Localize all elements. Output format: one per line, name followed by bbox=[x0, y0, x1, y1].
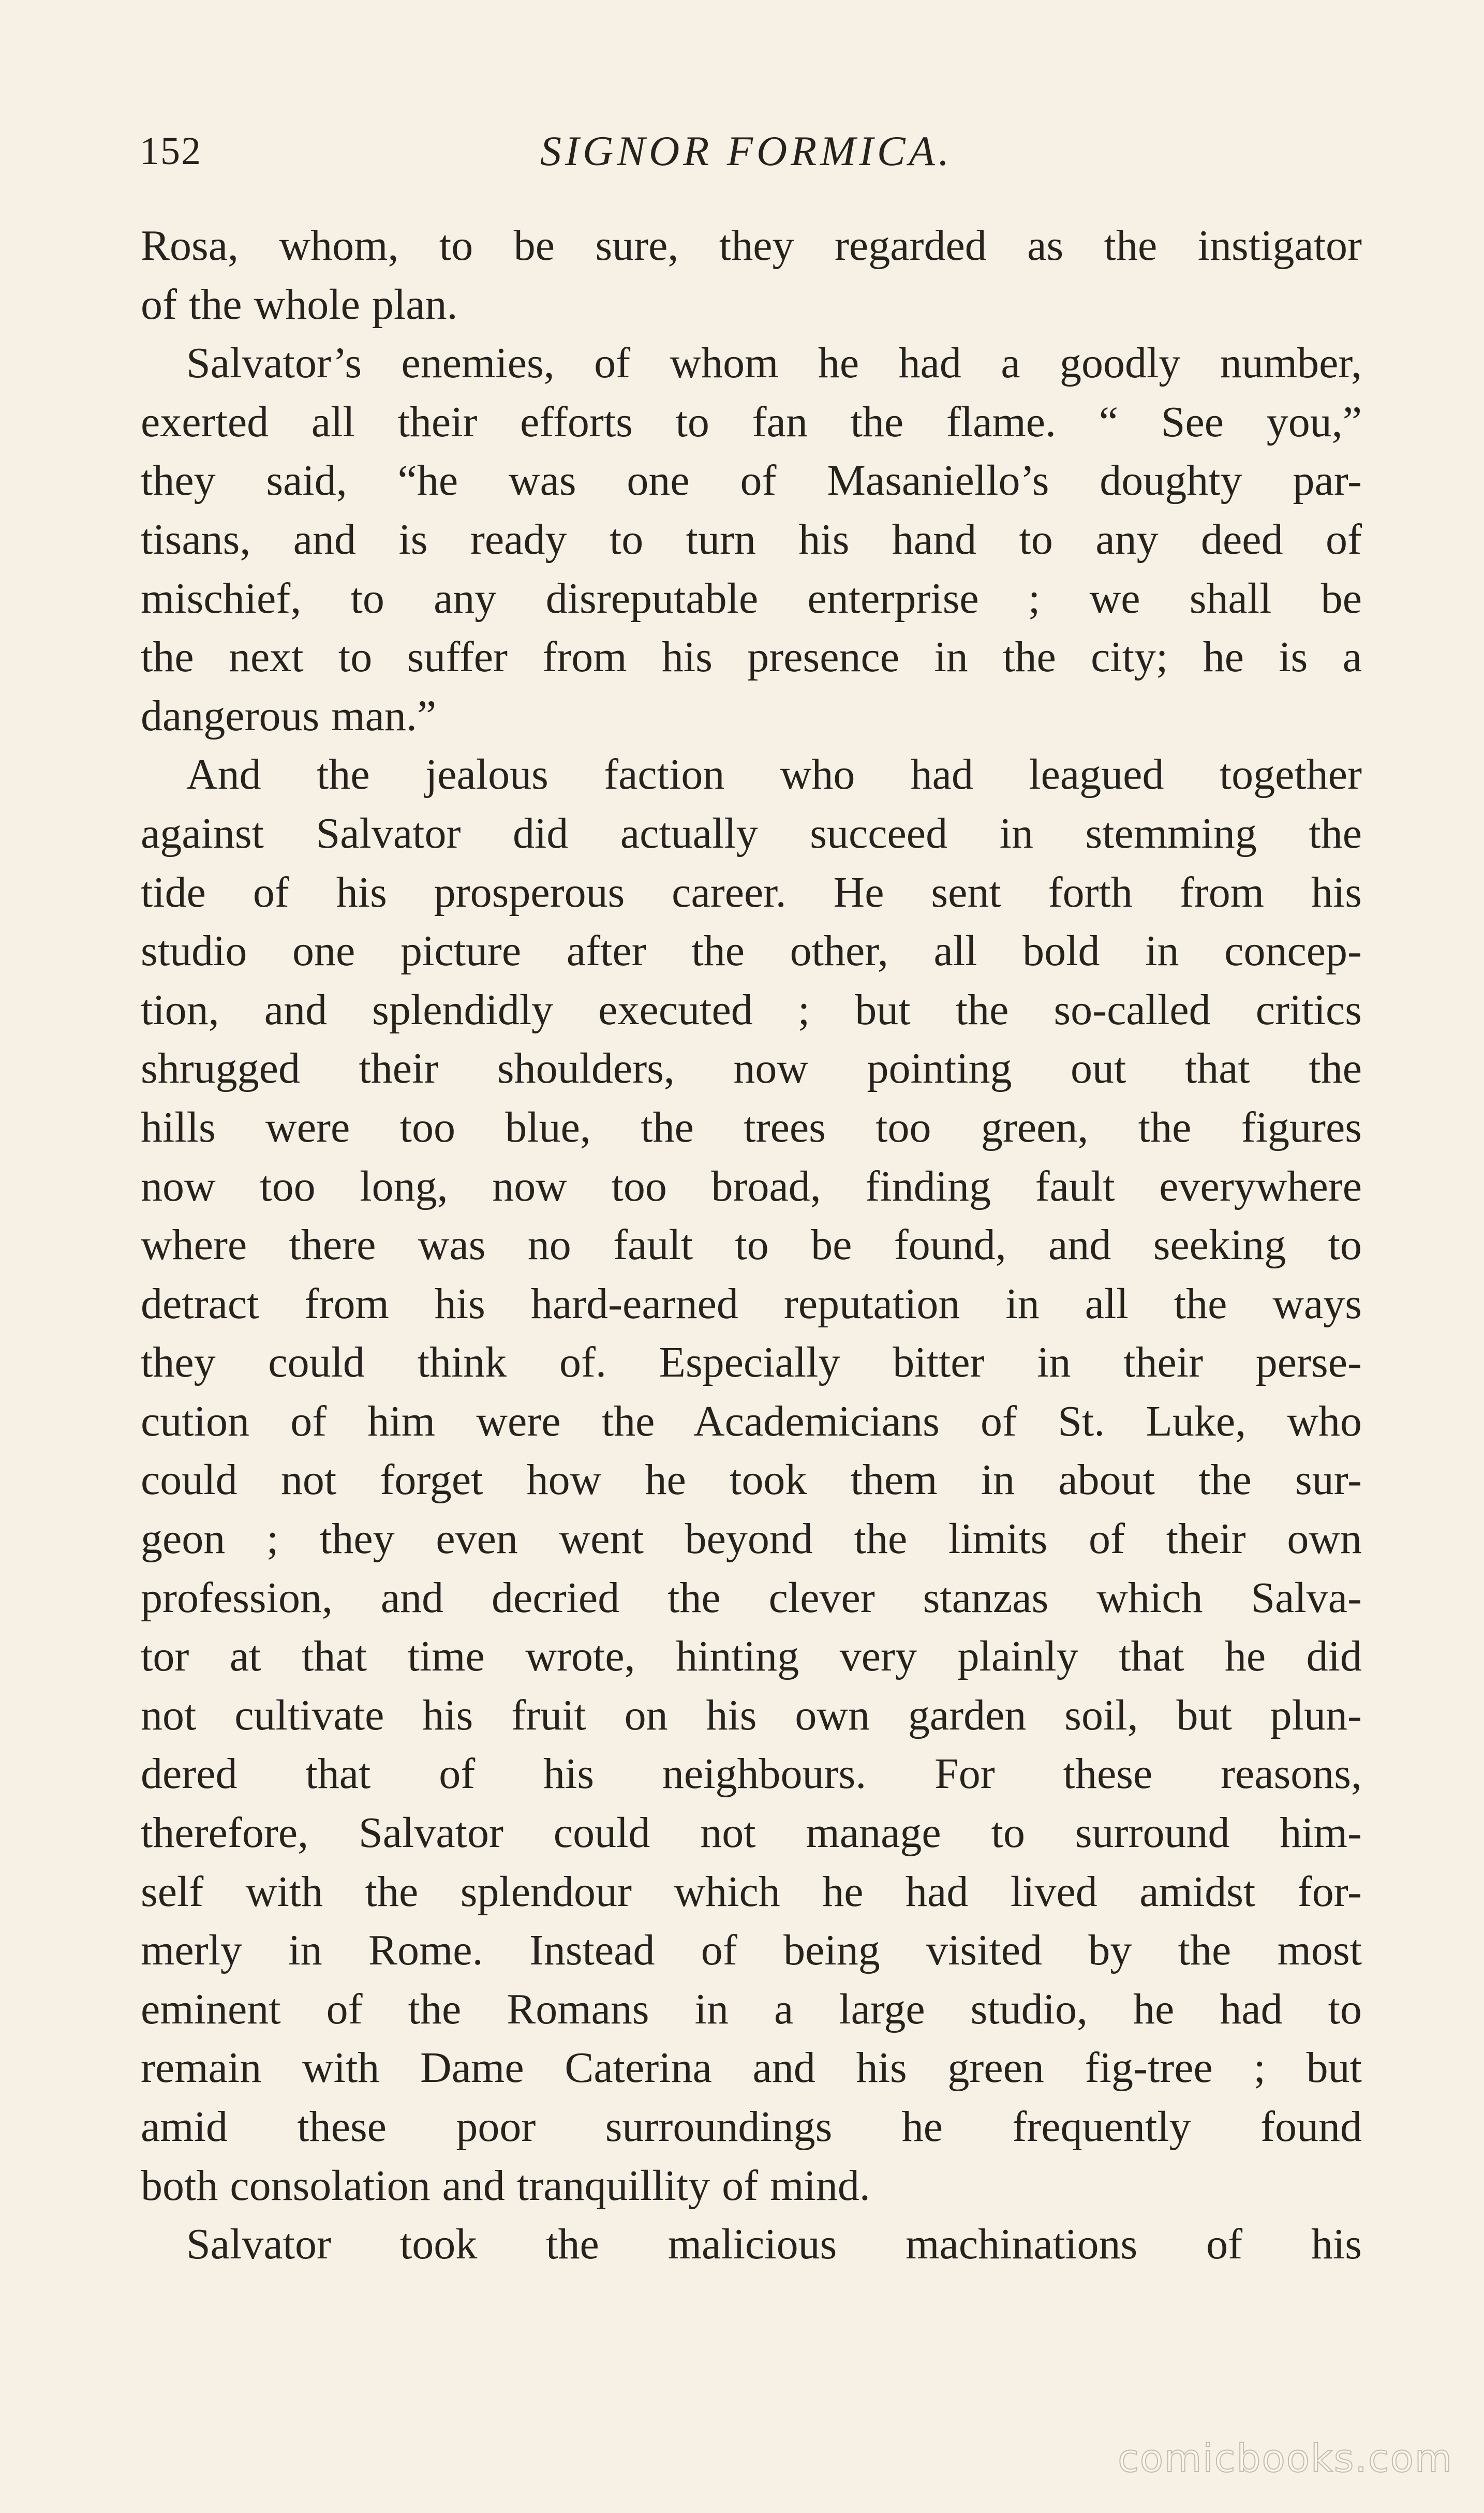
text-line: both consolation and tranquillity of mind. bbox=[141, 2161, 870, 2210]
text-line: profession, and decried the clever stanzas which Salva- bbox=[141, 1573, 1362, 1622]
text-line: where there was no fault to be found, and seeking to bbox=[141, 1221, 1362, 1269]
text-line: therefore, Salvator could not manage to surround him- bbox=[141, 1809, 1362, 1857]
text-line: the next to suffer from his presence in the city; he is a bbox=[141, 633, 1362, 682]
text-line: against Salvator did actually succeed in stemming the bbox=[141, 809, 1362, 858]
text-line: Rosa, whom, to be sure, they regarded as the instigator bbox=[141, 221, 1362, 270]
watermark: comicbooks.com bbox=[1118, 2436, 1453, 2481]
page-number: 152 bbox=[140, 129, 202, 173]
text-line: merly in Rome. Instead of being visited by the most bbox=[141, 1926, 1362, 1975]
text-line: not cultivate his fruit on his own garden soil, but plun- bbox=[141, 1691, 1362, 1739]
text-line: dered that of his neighbours. For these reasons, bbox=[141, 1750, 1362, 1798]
text-line: cution of him were the Academicians of St. Luke, who bbox=[141, 1397, 1362, 1445]
text-line: Salvator’s enemies, of whom he had a goodly number, bbox=[186, 339, 1362, 388]
text-line: amid these poor surroundings he frequently found bbox=[141, 2103, 1362, 2151]
text-line: exerted all their efforts to fan the flame. “ See you,” bbox=[141, 397, 1362, 446]
text-line: mischief, to any disreputable enterprise ; we shall be bbox=[141, 574, 1362, 623]
text-line: hills were too blue, the trees too green, the figures bbox=[141, 1103, 1362, 1151]
text-line: And the jealous faction who had leagued together bbox=[186, 750, 1362, 799]
text-line: could not forget how he took them in about the sur- bbox=[141, 1456, 1362, 1504]
text-line: tisans, and is ready to turn his hand to any deed of bbox=[141, 515, 1362, 564]
text-line: of the whole plan. bbox=[141, 280, 458, 329]
text-line: tide of his prosperous career. He sent forth from his bbox=[141, 868, 1362, 916]
text-line: self with the splendour which he had lived amidst for- bbox=[141, 1867, 1362, 1916]
text-line: eminent of the Romans in a large studio, he had to bbox=[141, 1985, 1362, 2033]
text-line: now too long, now too broad, finding fault everywhere bbox=[141, 1162, 1362, 1210]
body-text bbox=[141, 216, 1362, 2274]
running-head bbox=[140, 120, 1353, 182]
text-line: they could think of. Especially bitter in their perse- bbox=[141, 1338, 1362, 1387]
text-line: Salvator took the malicious machinations of his bbox=[186, 2220, 1362, 2269]
text-line: dangerous man.” bbox=[141, 691, 437, 740]
text-line: studio one picture after the other, all bold in concep- bbox=[141, 927, 1362, 975]
text-line: tor at that time wrote, hinting very plainly that he did bbox=[141, 1632, 1362, 1681]
text-line: shrugged their shoulders, now pointing out that the bbox=[141, 1044, 1362, 1093]
text-line: remain with Dame Caterina and his green fig-tree ; but bbox=[141, 2044, 1362, 2092]
text-line: tion, and splendidly executed ; but the so-called critics bbox=[141, 985, 1362, 1034]
text-line: detract from his hard-earned reputation in all the ways bbox=[141, 1279, 1362, 1328]
text-line: geon ; they even went beyond the limits of their own bbox=[141, 1515, 1362, 1563]
text-line: they said, “he was one of Masaniello’s doughty par- bbox=[141, 456, 1362, 505]
running-title: SIGNOR FORMICA. bbox=[540, 127, 953, 174]
